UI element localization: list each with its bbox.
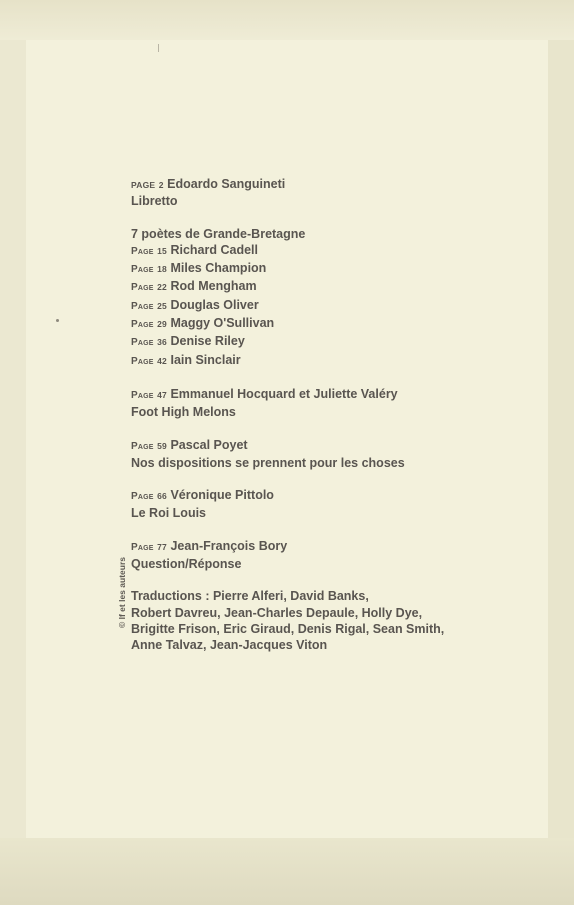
author-name: Miles Champion (170, 261, 267, 276)
page-number: 47 (157, 389, 167, 400)
toc-entry-poet-6 (131, 352, 551, 370)
author-name: Denise Riley (170, 334, 245, 349)
page-label: Page (131, 264, 154, 276)
author-name: Iain Sinclair (170, 352, 241, 367)
page-label: Page (131, 300, 154, 312)
author-name: Pascal Poyet (170, 437, 248, 452)
translators-line-4: Anne Talvaz, Jean-Jacques Viton (131, 638, 328, 653)
page-number: 25 (157, 300, 167, 311)
author-name: Rod Mengham (170, 279, 257, 294)
page-label: Page (131, 389, 154, 401)
section-title: 7 poètes de Grande-Bretagne (131, 226, 306, 241)
copyright-text: © If et les auteurs (117, 557, 127, 628)
toc-entry-hocquard (131, 386, 551, 404)
page-number: 42 (157, 355, 167, 366)
page-number: 15 (157, 245, 167, 256)
toc-entry-bory (131, 538, 551, 556)
author-name: Richard Cadell (170, 242, 258, 257)
toc-entry-sanguineti (131, 176, 551, 193)
copyright-notice (110, 540, 127, 630)
translators-line-3: Brigitte Frison, Eric Giraud, Denis Rigal, Sean Smith, (131, 621, 445, 636)
page-label: Page (131, 491, 154, 503)
toc-title: Libretto (131, 194, 178, 209)
page-label: Page (131, 337, 154, 349)
translators-line-2: Robert Davreu, Jean-Charles Depaule, Holly Dye, (131, 605, 423, 620)
page-number: 36 (157, 337, 167, 348)
page-number: 77 (157, 541, 167, 552)
table-of-contents (131, 176, 551, 654)
page-label: Page (131, 319, 154, 331)
page-number: 18 (157, 264, 167, 275)
page-number: 2 (158, 180, 164, 190)
page-number: 59 (157, 440, 167, 451)
toc-title: Nos dispositions se prennent pour les choses (131, 455, 405, 470)
page-label: Page (131, 245, 154, 257)
author-name: Douglas Oliver (170, 297, 259, 312)
page-number: 29 (157, 319, 167, 330)
page-label: PAGE (131, 180, 156, 190)
paper-speck (56, 319, 59, 322)
toc-entry-poet-0 (131, 242, 551, 260)
translators-line-1: Traductions : Pierre Alferi, David Banks, (131, 589, 369, 604)
toc-title: Question/Réponse (131, 557, 242, 572)
author-name: Véronique Pittolo (170, 488, 274, 503)
page-label: Page (131, 541, 154, 553)
toc-entry-pittolo (131, 487, 551, 505)
paper-edge-bottom (0, 838, 574, 905)
author-name: Emmanuel Hocquard et Juliette Valéry (170, 386, 398, 401)
toc-title: Foot High Melons (131, 405, 236, 420)
page-label: Page (131, 355, 154, 367)
toc-entry-poet-2 (131, 278, 551, 296)
page-number: 22 (157, 282, 167, 293)
toc-entry-poet-1 (131, 260, 551, 278)
toc-entry-poet-4 (131, 315, 551, 333)
toc-entry-poet-5 (131, 333, 551, 351)
author-name: Jean-François Bory (170, 538, 288, 553)
toc-title: Le Roi Louis (131, 506, 206, 521)
paper-mark (158, 44, 159, 52)
page-label: Page (131, 282, 154, 294)
author-name: Maggy O'Sullivan (170, 316, 275, 331)
page-number: 66 (157, 491, 167, 502)
paper-edge-top (0, 0, 574, 40)
paper-edge-left (0, 40, 26, 840)
toc-entry-poyet (131, 437, 551, 455)
paper-edge-right (548, 40, 574, 840)
page-label: Page (131, 440, 154, 452)
toc-entry-poet-3 (131, 297, 551, 315)
author-name: Edoardo Sanguineti (167, 177, 286, 191)
